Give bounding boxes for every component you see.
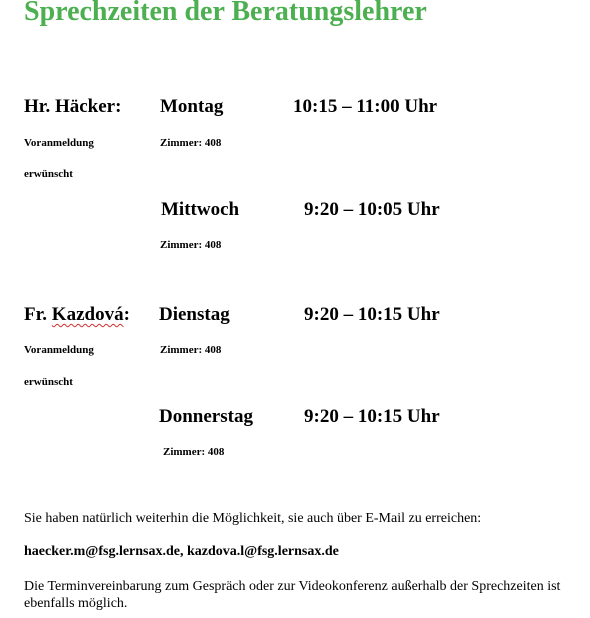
slot-day: Donnerstag <box>159 406 253 427</box>
name-main: Kazdová <box>51 304 124 325</box>
email-addresses: haecker.m@fsg.lernsax.de, kazdova.l@fsg.lernsax.de <box>24 544 339 559</box>
registration-note: Voranmeldung <box>24 137 94 149</box>
name-prefix: Fr. <box>24 304 52 325</box>
slot-room: Zimmer: 408 <box>160 137 222 149</box>
slot-time: 9:20 – 10:15 Uhr <box>304 406 440 427</box>
teacher-name-haecker: Hr. Häcker: <box>24 96 122 117</box>
registration-note-2: erwünscht <box>24 376 73 388</box>
slot-day: Mittwoch <box>161 199 240 220</box>
slot-time: 10:15 – 11:00 Uhr <box>293 96 438 117</box>
registration-note: Voranmeldung <box>24 344 94 356</box>
slot-time: 9:20 – 10:05 Uhr <box>304 199 440 220</box>
slot-day: Dienstag <box>159 304 230 325</box>
slot-room: Zimmer: 408 <box>163 446 225 458</box>
email-intro-text: Sie haben natürlich weiterhin die Möglichkeit, sie auch über E-Mail zu erreichen: <box>24 511 482 526</box>
slot-room: Zimmer: 408 <box>160 239 222 251</box>
slot-day: Montag <box>160 96 224 117</box>
page-title: Sprechzeiten der Beratungslehrer <box>24 0 427 27</box>
slot-room: Zimmer: 408 <box>160 344 222 356</box>
registration-note-2: erwünscht <box>24 168 73 180</box>
slot-time: 9:20 – 10:15 Uhr <box>304 304 440 325</box>
name-suffix: : <box>123 304 130 325</box>
closing-text: Die Terminvereinbarung zum Gespräch oder zur Videokonferenz außerhalb der Sprechzeiten ist ebenfalls möglich. <box>24 579 561 611</box>
teacher-name-kazdova <box>24 304 130 326</box>
